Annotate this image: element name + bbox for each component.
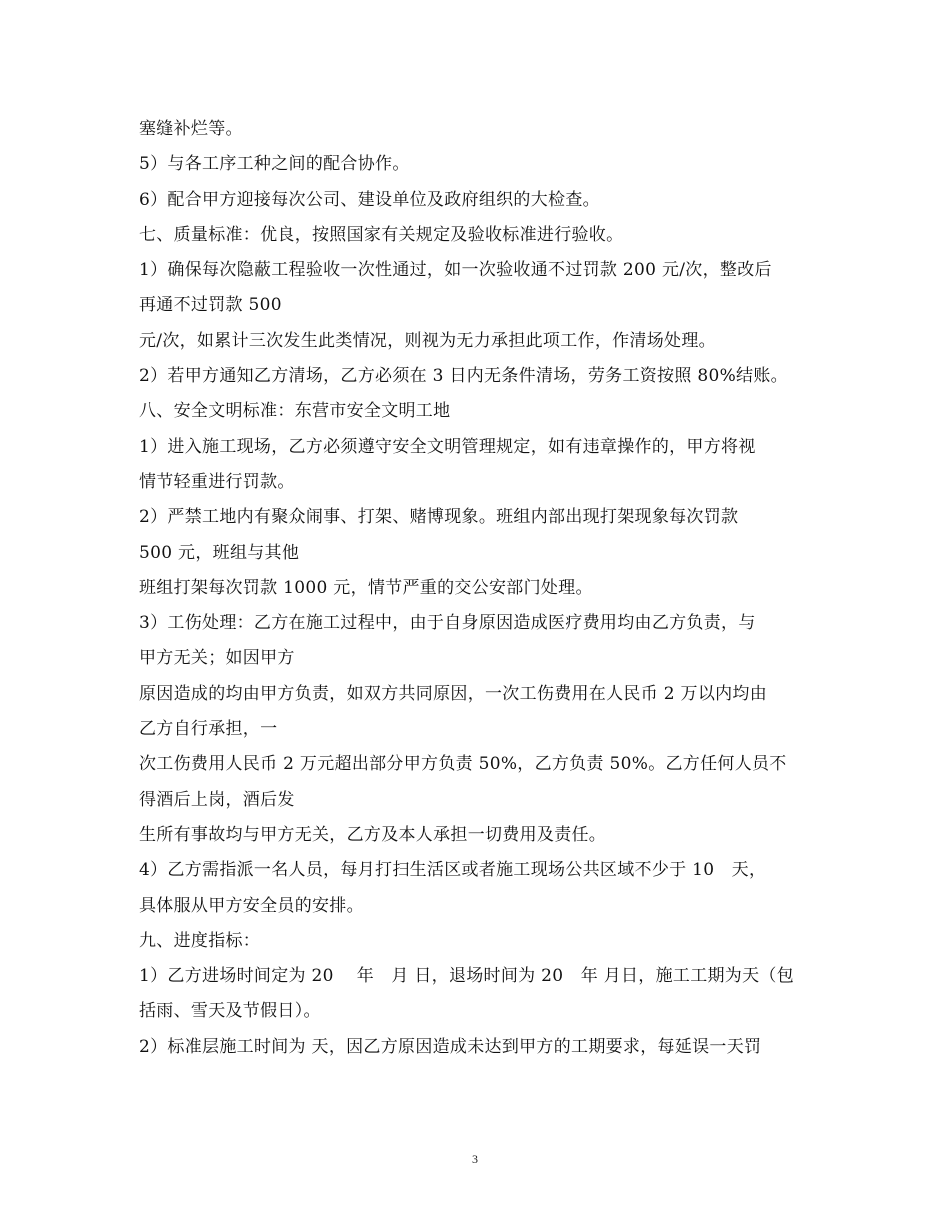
text-line: 2）严禁工地内有聚众闹事、打架、赌博现象。班组内部出现打架现象每次罚款 [139,507,739,528]
section-heading: 七、质量标准：优良，按照国家有关规定及验收标准进行验收。 [139,224,624,245]
body-text [139,112,815,1065]
text-line: 得酒后上岗，酒后发 [139,789,295,810]
text-line: 原因造成的均由甲方负责，如双方共同原因，一次工伤费用在人民币 2 万以内均由 [139,683,768,704]
page-number: 3 [472,1152,478,1166]
text-line: 生所有事故均与甲方无关，乙方及本人承担一切费用及责任。 [139,824,607,845]
section-heading: 九、进度指标： [139,930,261,951]
text-line: 3）工伤处理：乙方在施工过程中，由于自身原因造成医疗费用均由乙方负责，与 [139,613,756,634]
text-line: 具体服从甲方安全员的安排。 [139,895,364,916]
text-line: 再通不过罚款 500 [139,295,282,316]
text-line: 塞缝补烂等。 [139,119,243,139]
text-line: 1）进入施工现场，乙方必须遵守安全文明管理规定，如有违章操作的，甲方将视 [139,436,756,457]
text-line: 次工伤费用人民币 2 万元超出部分甲方负责 50%，乙方负责 50%。乙方任何人员不 [139,754,787,775]
text-line: 元/次，如累计三次发生此类情况，则视为无力承担此项工作，作清场处理。 [139,330,716,351]
text-line: 4）乙方需指派一名人员，每月打扫生活区或者施工现场公共区域不少于 10 天， [139,860,767,881]
text-line: 6）配合甲方迎接每次公司、建设单位及政府组织的大检查。 [139,189,600,210]
text-line: 班组打架每次罚款 1000 元，情节严重的交公安部门处理。 [139,577,593,598]
text-line: 2）若甲方通知乙方清场，乙方必须在 3 日内无条件清场，劳务工资按照 80%结账。 [139,366,788,387]
text-line: 甲方无关；如因甲方 [139,648,295,669]
text-line: 2）标准层施工时间为 天，因乙方原因造成未达到甲方的工期要求，每延误一天罚 [139,1036,762,1057]
text-line: 情节轻重进行罚款。 [139,471,295,492]
text-line: 1）确保每次隐蔽工程验收一次性通过，如一次验收通不过罚款 200 元/次，整改后 [139,260,772,281]
text-line: 括雨、雪天及节假日）。 [139,1001,321,1022]
text-line: 乙方自行承担，一 [139,719,278,740]
text-line: 500 元，班组与其他 [139,542,300,563]
section-heading: 八、安全文明标准：东营市安全文明工地 [139,401,451,422]
text-line: 5）与各工序工种之间的配合协作。 [139,154,410,175]
text-line: 1）乙方进场时间定为 20 年 月 日，退场时间为 20 年 月日，施工工期为天（包 [139,966,794,987]
